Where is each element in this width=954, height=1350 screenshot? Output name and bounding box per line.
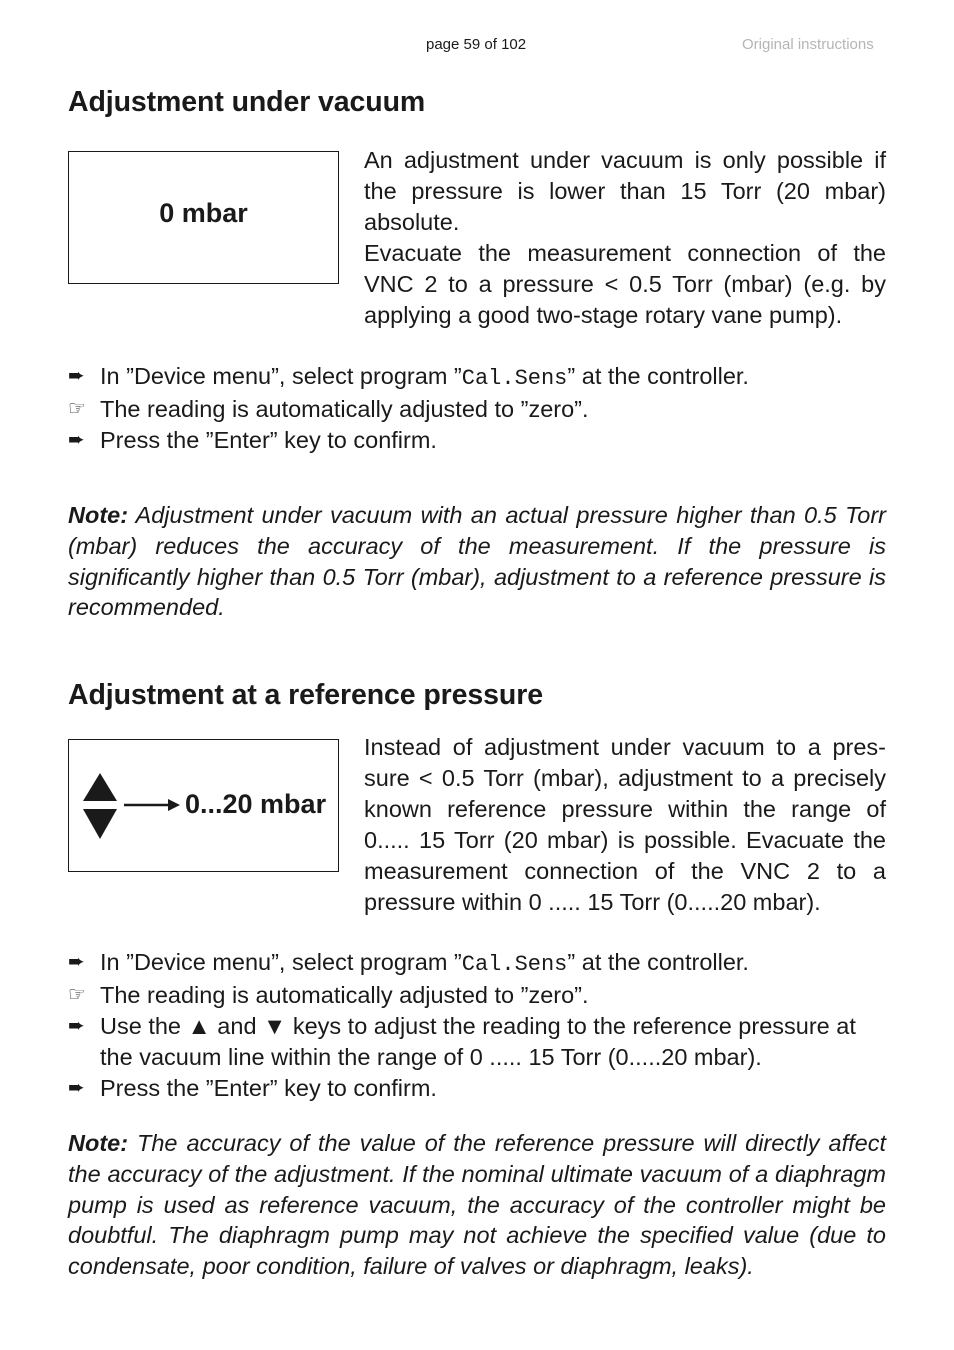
arrow-icon: ➨: [68, 365, 85, 387]
step-text: In ”Device menu”, select program ”: [100, 949, 462, 975]
section1-note: [68, 500, 886, 623]
heading-adjustment-reference-pressure: Adjustment at a reference pressure: [68, 679, 543, 711]
section1-steps: [68, 361, 888, 456]
display-reading: 0 mbar: [159, 198, 248, 228]
note-label: Note:: [68, 1130, 129, 1156]
section1-paragraph-text: An adjustment under vacuum is only possible if the pressure is lower than 15 Torr (20 mbar) absolute.: [364, 147, 886, 235]
step-item: [68, 947, 888, 980]
display-box-range: [68, 739, 339, 872]
program-code: Cal.Sens: [461, 952, 568, 977]
step-item: [68, 394, 888, 425]
step-item: [68, 425, 888, 456]
step-item: [68, 1011, 888, 1073]
step-text: ” at the controller.: [567, 949, 749, 975]
arrow-icon: ➨: [68, 951, 85, 973]
display-box-zero: [68, 151, 339, 284]
note-label: Note:: [68, 502, 129, 528]
arrow-icon: ➨: [68, 429, 85, 451]
step-text: ” at the controller.: [567, 363, 749, 389]
step-item: [68, 980, 888, 1011]
document-label: Original instructions: [742, 36, 874, 53]
step-text: Press the ”Enter” key to confirm.: [100, 427, 437, 453]
arrow-icon: ➨: [68, 1015, 85, 1037]
step-text: Use the ▲ and ▼ keys to adjust the reading to the reference pressure at the vacuum line within the range of 0 ..... 15 Torr (0.....20 mbar).: [100, 1013, 856, 1070]
note-text: Adjustment under vacuum with an actual pressure higher than 0.5 Torr (mbar) reduces the accuracy of the measurement. If the pressure is significantly higher than 0.5 Torr (mbar), adjustment to a reference pressure is recommended.: [68, 502, 886, 621]
section2-note: [68, 1128, 886, 1282]
note-text: The accuracy of the value of the reference pressure will directly affect the accuracy of the adjustment. If the nominal ultimate vacuum of a diaphragm pump is used as reference vacuum, the accuracy of the controller might be doubtful. The diaphragm pump may not achieve the specified value (due to condensate, poor condition, failure of valves or diaphragm, leaks).: [68, 1130, 886, 1280]
display-range: 0...20 mbar: [185, 789, 327, 819]
heading-adjustment-under-vacuum: Adjustment under vacuum: [68, 86, 426, 118]
pointing-hand-icon: ☞: [68, 984, 86, 1006]
up-down-arrow-icon: [80, 773, 180, 841]
step-item: [68, 1073, 888, 1104]
step-text: The reading is automatically adjusted to ”zero”.: [100, 396, 589, 422]
section1-paragraph: [364, 145, 886, 331]
arrow-icon: ➨: [68, 1077, 85, 1099]
section2-steps: [68, 947, 888, 1104]
program-code: Cal.Sens: [461, 366, 568, 391]
step-text: Press the ”Enter” key to confirm.: [100, 1075, 437, 1101]
page-number: page 59 of 102: [426, 36, 527, 53]
step-item: [68, 361, 888, 394]
step-text: The reading is automatically adjusted to ”zero”.: [100, 982, 589, 1008]
section1-paragraph-text-2: Evacuate the measurement connection of the VNC 2 to a pressure < 0.5 Torr (mbar) (e.g. by applying a good two-stage rotary vane pump).: [364, 240, 886, 328]
section2-paragraph: Instead of adjustment under vacuum to a pressure < 0.5 Torr (mbar), adjustment to a precisely known reference pressure within the range of 0..... 15 Torr (20 mbar) is possible. Evacuate the measurement connection of the VNC 2 to a pressure within 0 ..... 15 Torr (0.....20 mbar).: [364, 734, 886, 915]
step-text: In ”Device menu”, select program ”: [100, 363, 462, 389]
pointing-hand-icon: ☞: [68, 398, 86, 420]
